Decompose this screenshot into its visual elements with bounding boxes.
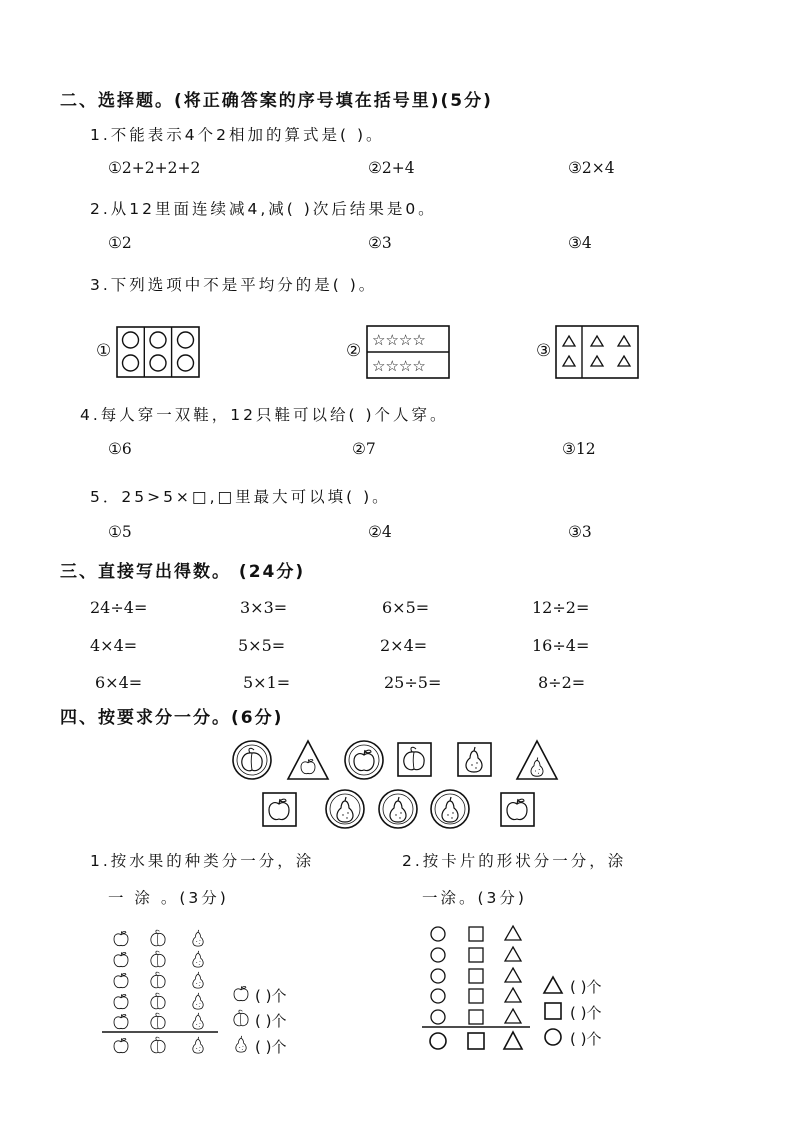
q3-option-1-label: ① bbox=[96, 341, 112, 361]
svg-text:☆☆☆☆: ☆☆☆☆ bbox=[372, 357, 426, 375]
calc-r2-c4: 16÷4= bbox=[532, 636, 590, 655]
q1-option-2: ②2+4 bbox=[368, 159, 415, 177]
question-4-stem: 4.每人穿一双鞋，12只鞋可以给( )个人穿。 bbox=[80, 406, 449, 424]
calc-r1-c4: 12÷2= bbox=[532, 598, 590, 617]
calc-r3-c3: 25÷5= bbox=[384, 673, 442, 692]
peach-count-blank[interactable]: ( )个 bbox=[255, 1012, 287, 1030]
question-1-stem: 1.不能表示4个2相加的算式是( )。 bbox=[90, 126, 385, 144]
section4-q1-line1: 1.按水果的种类分一分，涂 bbox=[90, 852, 315, 870]
pear-count-blank[interactable]: ( )个 bbox=[255, 1038, 287, 1056]
q2-option-3: ③4 bbox=[568, 234, 592, 252]
calc-r2-c3: 2×4= bbox=[380, 636, 428, 655]
calc-r3-c4: 8÷2= bbox=[538, 673, 586, 692]
calc-r3-c2: 5×1= bbox=[243, 673, 291, 692]
q4-option-1: ①6 bbox=[108, 440, 132, 458]
svg-text:☆☆☆☆: ☆☆☆☆ bbox=[372, 331, 426, 349]
circle-count-blank[interactable]: ( )个 bbox=[570, 1030, 602, 1048]
q4-option-3: ③12 bbox=[562, 440, 596, 458]
question-5-stem: 5．25>5×□,□里最大可以填( )。 bbox=[90, 488, 391, 506]
calc-r1-c1: 24÷4= bbox=[90, 598, 148, 617]
calc-r2-c2: 5×5= bbox=[238, 636, 286, 655]
question-3-stem: 3.下列选项中不是平均分的是( )。 bbox=[90, 276, 378, 294]
calc-r1-c3: 6×5= bbox=[382, 598, 430, 617]
square-count-blank[interactable]: ( )个 bbox=[570, 1004, 602, 1022]
section4-q1-line2: 一 涂 。(3分) bbox=[108, 889, 229, 907]
q5-option-1: ①5 bbox=[108, 523, 132, 541]
question-2-stem: 2.从12里面连续减4,减( )次后结果是0。 bbox=[90, 200, 437, 218]
calc-r1-c2: 3×3= bbox=[240, 598, 288, 617]
q1-option-1: ①2+2+2+2 bbox=[108, 159, 201, 177]
section4-title: 四、按要求分一分。(6分) bbox=[60, 708, 284, 728]
apple-count-blank[interactable]: ( )个 bbox=[255, 987, 287, 1005]
section4-q2-line2: 一涂。(3分) bbox=[422, 889, 527, 907]
triangle-count-blank[interactable]: ( )个 bbox=[570, 978, 602, 996]
section3-title: 三、直接写出得数。 (24分) bbox=[60, 562, 306, 582]
q1-option-3: ③2×4 bbox=[568, 159, 615, 177]
q3-option-3-label: ③ bbox=[536, 341, 552, 361]
q3-option-2-label: ② bbox=[346, 341, 362, 361]
q5-option-2: ②4 bbox=[368, 523, 392, 541]
q2-option-2: ②3 bbox=[368, 234, 392, 252]
calc-r3-c1: 6×4= bbox=[95, 673, 143, 692]
section4-q2-line1: 2.按卡片的形状分一分，涂 bbox=[402, 852, 627, 870]
q4-option-2: ②7 bbox=[352, 440, 376, 458]
section2-title: 二、选择题。(将正确答案的序号填在括号里)(5分) bbox=[60, 91, 493, 111]
calc-r2-c1: 4×4= bbox=[90, 636, 138, 655]
q5-option-3: ③3 bbox=[568, 523, 592, 541]
q2-option-1: ①2 bbox=[108, 234, 132, 252]
